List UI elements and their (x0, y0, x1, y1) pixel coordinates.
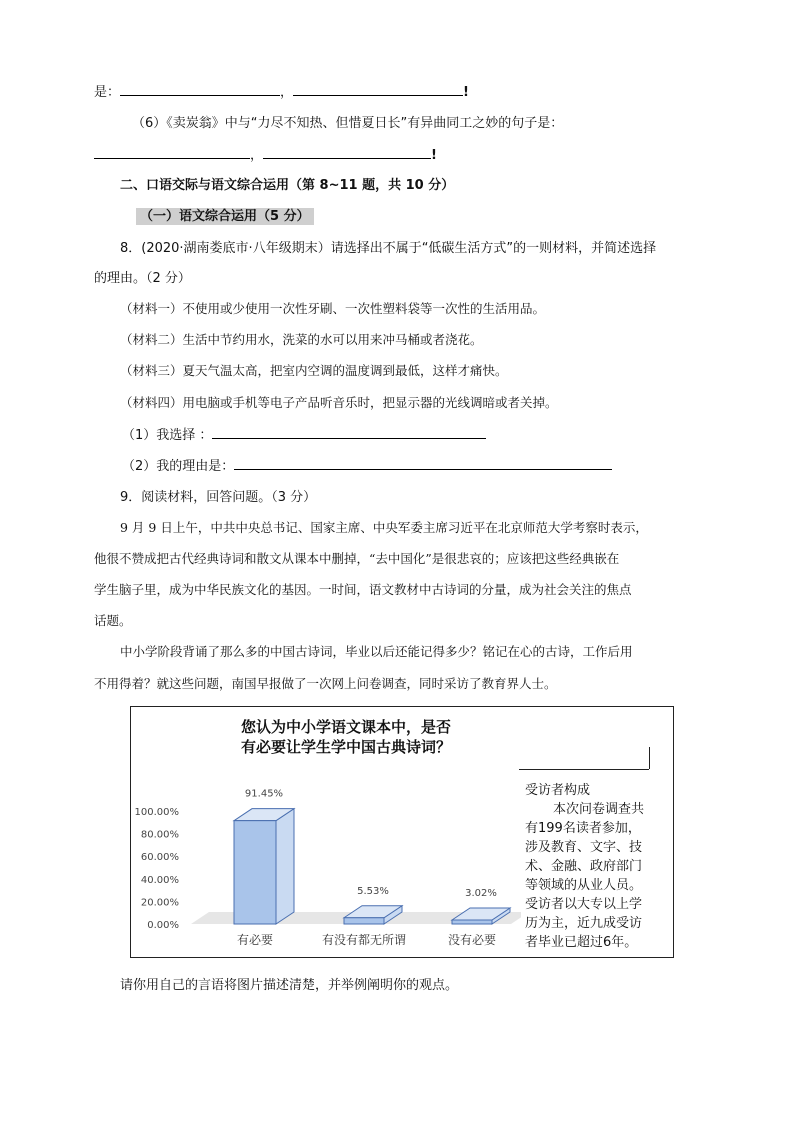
respondent-note (519, 769, 675, 959)
note-line: 术、金融、政府部门 (525, 859, 643, 874)
data-label: 3.02% (465, 888, 497, 899)
answer5-line: 是： ， ! (94, 85, 469, 100)
material-3: （材料三）夏天气温太高，把室内空调的温度调到最低，这样才痛快。 (120, 363, 508, 378)
y-tick-label: 60.00% (140, 852, 179, 864)
answer6-blank2[interactable] (263, 146, 431, 159)
data-label: 91.45% (244, 788, 284, 800)
passage2-line1: 中小学阶段背诵了那么多的中国古诗词，毕业以后还能记得多少？铭记在心的古诗，工作后用 (120, 644, 633, 659)
choice-blank[interactable] (212, 426, 486, 439)
data-label: 5.53% (357, 885, 389, 897)
y-tick-label: 80.00% (140, 829, 179, 841)
reason-blank[interactable] (234, 457, 612, 470)
passage1-line3: 学生脑子里，成为中华民族文化的基因。一时间，语文教材中古诗词的分量，成为社会关注的焦点 (94, 582, 632, 597)
y-tick-label: 0.00% (147, 920, 179, 931)
y-tick-label: 100.00% (134, 807, 179, 818)
note-heading: 受访者构成 (525, 783, 591, 798)
answer6-blank1[interactable] (94, 146, 250, 159)
category-label: 有必要 (236, 933, 274, 947)
passage2-line2: 不用得着？就这些问题，南国早报做了一次网上问卷调查，同时采访了教育界人士。 (94, 676, 557, 691)
question-9: 9．阅读材料，回答问题。（3 分） (120, 490, 317, 505)
category-label: 有没有都无所谓 (321, 933, 407, 947)
chart-title: 您认为中小学语文课本中，是否 有必要让学生学中国古典诗词？ (241, 718, 452, 756)
note-divider-right (649, 747, 650, 769)
material-2: （材料二）生活中节约用水，洗菜的水可以用来冲马桶或者浇花。 (120, 332, 483, 347)
note-line: 有199名读者参加， (525, 821, 641, 836)
choice-line: （1）我选择 ： (122, 424, 486, 443)
passage1-line4: 话题。 (94, 613, 132, 628)
material-4: （材料四）用电脑或手机等电子产品听音乐时，把显示器的光线调暗或者关掉。 (120, 395, 558, 410)
passage1-line1: 9 月 9 日上午，中共中央总书记、国家主席、中央军委主席习近平在北京师范大学考察时表示， (120, 520, 648, 535)
note-line: 者毕业已超过6年。 (525, 935, 638, 950)
question-8: 8．(2020·湖南娄底市·八年级期末）请选择出不属于“低碳生活方式”的一则材料，并简述选择 (120, 241, 657, 256)
passage1-line2: 他很不赞成把古代经典诗词和散文从课本中删掉，“去中国化”是很悲哀的；应该把这些经典嵌在 (94, 551, 620, 566)
bar-chart (131, 707, 521, 959)
question-6: （6）《卖炭翁》中与“力尽不知热、但惜夏日长”有异曲同工之妙的句子是： (132, 116, 564, 131)
material-1: （材料一）不使用或少使用一次性牙刷、一次性塑料袋等一次性的生活用品。 (120, 301, 546, 316)
survey-figure (130, 706, 674, 958)
answer5-blank2[interactable] (293, 83, 463, 96)
subsection1-title: （一）语文综合运用（5 分） (136, 205, 314, 224)
reason-line: （2）我的理由是： (122, 455, 612, 474)
final-instruction: 请你用自己的言语将图片描述清楚，并举例阐明你的观点。 (120, 978, 459, 993)
bar (234, 821, 276, 924)
note-line: 本次问卷调查共 (553, 802, 645, 817)
bar (452, 920, 492, 924)
note-line: 历为主，近九成受访 (525, 916, 643, 931)
note-line: 涉及教育、文字、技 (525, 840, 643, 855)
question-8-cont: 的理由。（2 分） (94, 271, 191, 286)
bar-side (276, 809, 294, 924)
y-tick-label: 40.00% (140, 874, 179, 886)
section2-title: 二、口语交际与语文综合运用（第 8~11 题，共 10 分） (120, 178, 455, 193)
category-label: 没有必要 (447, 933, 497, 947)
note-line: 等领域的从业人员。 (525, 878, 643, 893)
bar (344, 918, 384, 924)
note-line: 受访者以大专以上学 (525, 897, 643, 912)
answer6-line: ， ! (94, 144, 437, 163)
answer5-blank1[interactable] (120, 83, 280, 96)
y-tick-label: 20.00% (140, 897, 179, 909)
